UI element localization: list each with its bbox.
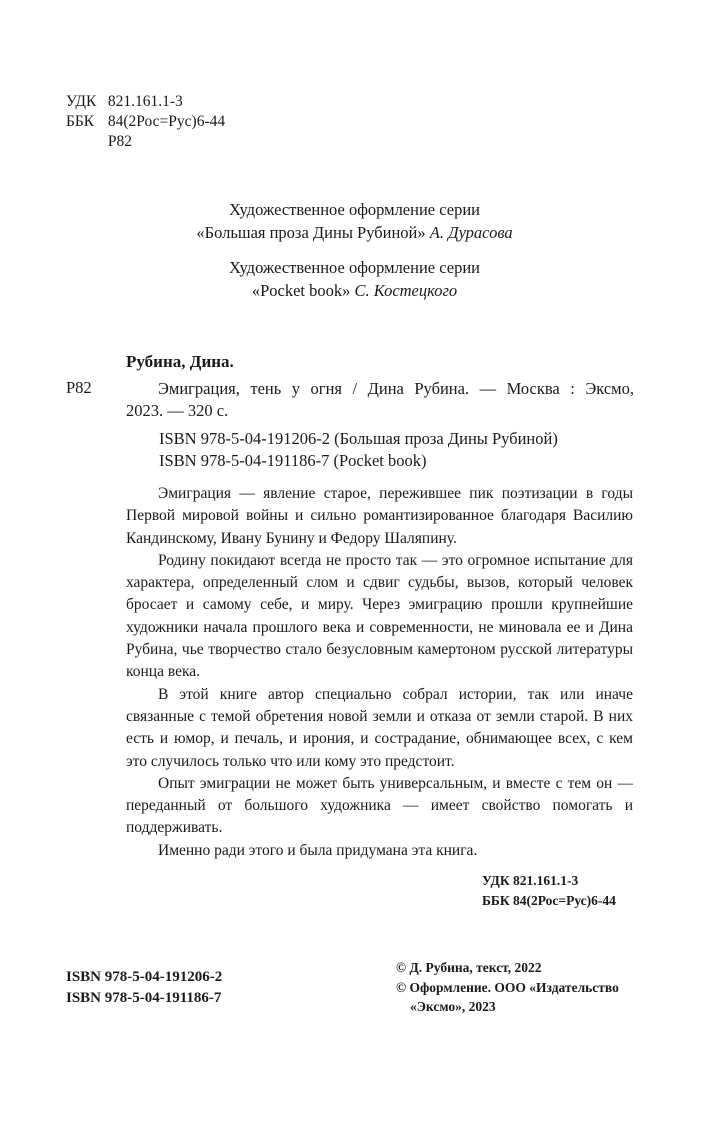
annotation-paragraph: В этой книге автор специально собрал истории, так или иначе связанные с темой обретения новой земли и отказа от земли старой. В них есть и юмор, и печаль, и ирония, и сострадание, обнимающее всех, с кем это случилось только что или кому это предстоит. [126,685,633,770]
author-heading: Рубина, Дина. [126,352,234,371]
annotation-paragraph: Опыт эмиграции не может быть универсальным, и вместе с тем он — переданный от большого художника — имеет свойство помогать и поддерживать. [126,774,633,837]
annotation-paragraph: Родину покидают всегда не просто так — это огромное испытание для характера, определенный слом и сдвиг судьбы, вызов, который человек бросает и самому себе, и миру. Через эмиграцию прошли крупнейшие художники начала прошлого века и современности, не миновала ее и Дина Рубина, чье творчество стало безусловным камертоном русской литературы конца века. [126,551,633,681]
isbn-line-2: ISBN 978-5-04-191186-7 (Pocket book) [159,451,427,470]
design-credit-2 [0,256,709,302]
bibliographic-description [126,378,634,422]
copyright-block [396,958,636,1017]
annotation-paragraph: Эмиграция — явление старое, пережившее пик поэтизации в годы Первой мировой войны и сильно романтизированное благодаря Василию Кандинскому, Ивану Бунину и Федору Шаляпину. [126,485,633,547]
annotation [126,483,633,862]
author-mark: Р82 [107,133,132,150]
design-credit-2-series: «Pocket book» С. Костецкого [251,281,458,300]
footer-udk: УДК 821.161.1-3 [482,873,579,888]
isbn-line-1: ISBN 978-5-04-191206-2 (Большая проза Дины Рубиной) [159,429,558,448]
bbk-row [66,112,225,132]
footer-classification [482,871,616,911]
design-credit-1-title: Художественное оформление серии [229,200,480,219]
footer-isbn-1: ISBN 978-5-04-191206-2 [66,969,223,985]
copyright-design: © Оформление. ООО «Издательство [396,979,619,995]
udk-label: УДК [66,93,97,110]
design-credit-1 [0,198,709,244]
copyright-design-cont: «Эксмо», 2023 [410,999,496,1014]
bbk-value: 84(2Рос=Рус)6-44 [107,113,226,130]
author-mark-row [66,132,132,152]
footer-bbk: ББК 84(2Рос=Рус)6-44 [482,893,616,908]
footer-isbn-block [66,967,222,1009]
design-credit-2-title: Художественное оформление серии [229,258,480,277]
udk-value: 821.161.1-3 [107,93,183,110]
udk-row [66,92,183,112]
design-credit-1-series: «Большая проза Дины Рубиной» А. Дурасова [196,223,513,242]
footer-isbn-2: ISBN 978-5-04-191186-7 [66,990,222,1006]
design-credit-1-artist: А. Дурасова [429,223,513,242]
annotation-paragraph: Именно ради этого и была придумана эта книга. [158,841,478,859]
author-code: Р82 [66,378,92,397]
bbk-label: ББК [66,113,95,130]
design-credit-2-artist: С. Костецкого [354,281,458,300]
bib-line-2: 2023. — 320 с. [126,401,229,420]
bib-line-1: Эмиграция, тень у огня / Дина Рубина. — Москва : Эксмо, [158,379,634,398]
copyright-text: © Д. Рубина, текст, 2022 [396,960,542,975]
